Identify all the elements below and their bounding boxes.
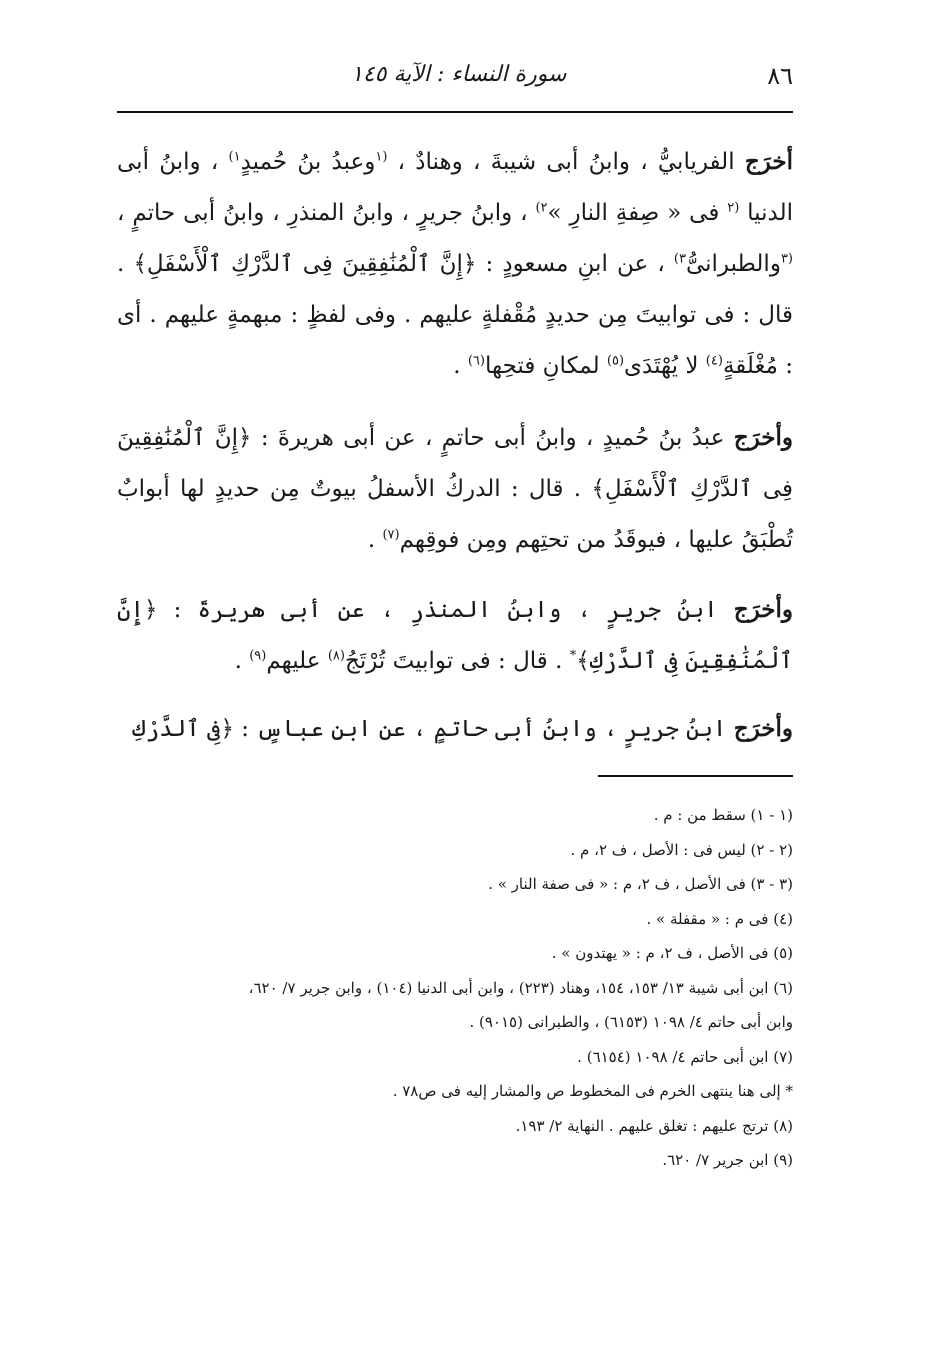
footnote: وابن أبى حاتم ٤/ ١٠٩٨ (٦١٥٣) ، والطبرانى (٩٠١٥) . <box>469 1013 793 1031</box>
running-title: سورة النساء : الآية ١٤٥ <box>351 62 567 87</box>
footnote-ref: (٧) <box>382 527 400 543</box>
page-header <box>117 60 793 100</box>
footnote-rule <box>598 775 793 777</box>
footnote-ref: * <box>569 648 577 664</box>
footnote-ref: (٤) <box>705 353 723 369</box>
text-segment: عبدُ بنُ حُميدٍ ، وابنُ أبى حاتمٍ ، عن أبى هريرةَ : ﴿إِنَّ ٱلْمُنَٰفِقِينَ فِى ٱلدَّرْكِ ٱلْأَسْفَلِ﴾ . قال : الدركُ الأسفلُ بيوتٌ مِن حديدٍ لها أبوابٌ تُطْبَقُ عليها ، فيوقَدُ من تحتِهم ومِن فوقِهم <box>117 425 793 553</box>
page-number: ٨٦ <box>767 62 793 90</box>
footnote: (٤) فى م : « مقفلة » . <box>646 909 793 928</box>
paragraph-lead-word: وأخرَج <box>733 596 793 623</box>
text-segment: ، وابنُ أبى الدنيا <box>117 149 793 226</box>
paragraph-lead-word: وأخرَج <box>733 424 793 451</box>
footnote: (٩) ابن جرير ٧/ ٦٢٠. <box>662 1151 793 1169</box>
footnote-ref: ١) <box>228 149 241 165</box>
text-segment: ابنُ جريرٍ ، وابنُ المنذرِ ، عن أبى هريرةَ : ﴿إِنَّ ٱلْمُنَٰفِقِينَ فِى ٱلدَّرْكِ﴾ <box>117 597 793 674</box>
footnote-ref: (٢ <box>727 200 740 216</box>
main-text <box>117 136 793 767</box>
paragraph <box>117 412 793 566</box>
text-segment: . قال : فى توابيتَ تُرْتَجُ <box>344 648 570 674</box>
text-segment: لمكانِ فتحِها <box>484 353 607 379</box>
footnote: (١ - ١) سقط من : م . <box>653 806 793 824</box>
footnote-ref: (٥) <box>606 353 625 369</box>
footnote-ref: (٩) <box>249 648 267 664</box>
text-segment: . <box>234 648 250 674</box>
paragraph-lead-word: وأخرَج <box>733 715 793 742</box>
paragraph <box>117 584 793 687</box>
header-rule <box>117 111 793 113</box>
text-segment: والطبرانىُّ <box>685 251 781 277</box>
footnote: (٣ - ٣) فى الأصل ، ف ٢، م : « فى صفة النار » . <box>488 875 793 893</box>
footnote-ref: (٣ <box>780 251 793 267</box>
footnote: (٧) ابن أبى حاتم ٤/ ١٠٩٨ (٦١٥٤) . <box>577 1047 793 1066</box>
paragraph-lead-word: أخرَج <box>744 148 793 175</box>
text-segment: وعبدُ بنُ حُميدٍ <box>240 149 376 175</box>
paragraph <box>117 136 793 392</box>
footnote: (٨) ترتج عليهم : تغلق عليهم . النهاية ٢/ ١٩٣. <box>515 1116 793 1135</box>
footnote-ref: ٢) <box>535 200 548 216</box>
footnote-ref: (٨) <box>327 648 345 664</box>
text-segment: . <box>367 527 383 553</box>
text-segment: فى « صِفةِ النارِ » <box>547 200 728 226</box>
footnote: (٢ - ٢) ليس فى : الأصل ، ف ٢، م . <box>570 840 793 859</box>
text-segment: . <box>453 353 468 379</box>
text-segment: ابنُ جريرٍ ، وابنُ أبى حاتمٍ ، عن ابنِ عباسٍ : ﴿فِى ٱلدَّرْكِ <box>132 716 734 742</box>
footnote-ref: (٦) <box>467 353 485 369</box>
footnote: (٥) فى الأصل ، ف ٢، م : « يهتدون » . <box>551 944 793 962</box>
text-segment: الفريابيُّ ، وابنُ أبى شيبةَ ، وهنادٌ ، <box>387 149 745 175</box>
footnote: * إلى هنا ينتهى الخرم فى المخطوط ص والمشار إليه فى ص٧٨ . <box>392 1082 793 1100</box>
text-segment: ، وابنُ جريرٍ ، وابنُ المنذرِ ، وابنُ أبى حاتمٍ ، <box>117 200 536 226</box>
text-segment: ، عن ابنِ مسعودٍ : ﴿إِنَّ ٱلْمُنَٰفِقِينَ فِى ٱلدَّرْكِ ٱلْأَسْفَلِ﴾ . قال : فى توابيتَ مِن حديدٍ مُقْفلةٍ عليهم . وفى لفظٍ : مبهمةٍ عليهم . أى : مُغْلَقةٍ <box>117 251 793 379</box>
paragraph <box>117 703 793 755</box>
text-segment: لا يُهْتَدَى <box>624 353 706 379</box>
text-segment: عليهم <box>266 648 328 674</box>
footnotes <box>117 798 793 1178</box>
footnote-ref: (١ <box>375 149 388 165</box>
footnote-ref: ٣) <box>673 251 686 267</box>
footnote: (٦) ابن أبى شيبة ١٣/ ١٥٣، ١٥٤، وهناد (٢٢٣) ، وابن أبى الدنيا (١٠٤) ، وابن جرير ٧/ ٦٢٠، <box>248 978 793 997</box>
